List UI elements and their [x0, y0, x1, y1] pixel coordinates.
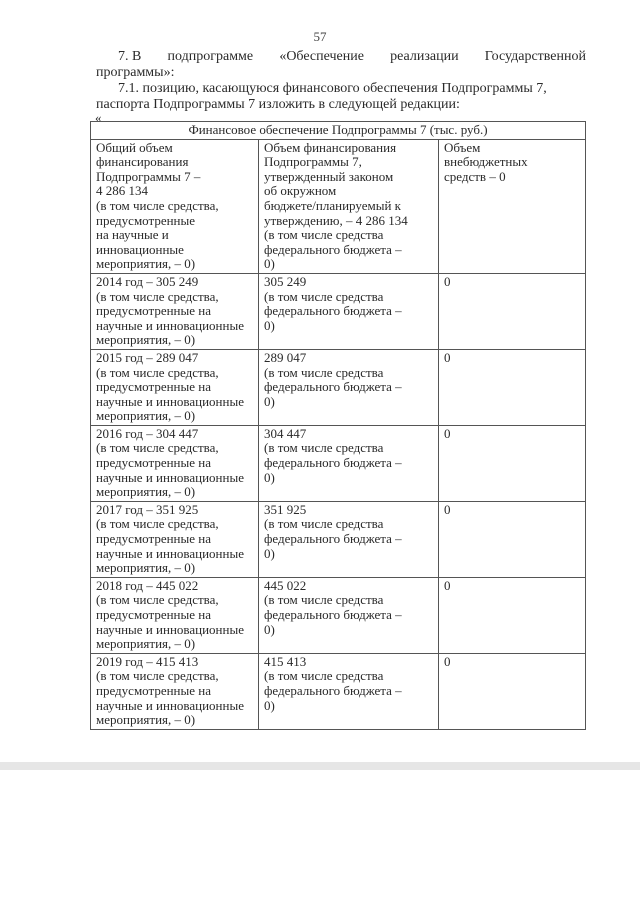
cell-line: 0 [444, 349, 451, 365]
cell-line: 2014 год – 305 249 [96, 273, 199, 289]
cell-line: предусмотренные на [96, 682, 212, 698]
cell-line: 0) [264, 393, 275, 409]
table-row [91, 501, 586, 577]
table-cell-col1 [91, 425, 259, 501]
header-cell-extrabudget [439, 139, 586, 273]
cell-line: Подпрограммы 7 – [96, 168, 201, 184]
table-cell-col2 [259, 273, 439, 349]
paragraph-7-1 [96, 81, 586, 113]
table-cell-col1 [91, 577, 259, 653]
cell-line: федерального бюджета – [264, 607, 402, 622]
cell-line: 0) [264, 697, 275, 713]
cell-line: мероприятия, – 0) [96, 636, 196, 652]
cell-line: (в том числе средства [264, 288, 384, 304]
cell-line: федерального бюджета – [264, 303, 402, 319]
cell-line: 2019 год – 415 413 [96, 653, 199, 669]
cell-line: внебюджетных [444, 154, 528, 170]
cell-line: 0 [444, 577, 451, 593]
table-cell-col3 [439, 273, 586, 349]
opening-quote: « [95, 110, 102, 125]
cell-line: мероприятия, – 0) [96, 332, 196, 348]
cell-line: инновационные [96, 241, 184, 257]
cell-line: средств – 0 [444, 168, 506, 184]
cell-line: (в том числе средства, [96, 440, 219, 456]
cell-line: мероприятия, – 0) [96, 256, 196, 272]
cell-line: (в том числе средства, [96, 592, 219, 608]
table-cell-col3 [439, 653, 586, 729]
cell-line: федерального бюджета – [264, 531, 402, 547]
table-cell-col3 [439, 349, 586, 425]
cell-line: федерального бюджета – [264, 241, 402, 257]
cell-line: мероприятия, – 0) [96, 560, 196, 576]
cell-line: Общий объем [96, 139, 173, 155]
cell-line: научные и инновационные [96, 545, 244, 561]
cell-line: 2015 год – 289 047 [96, 349, 199, 365]
cell-line: 0 [444, 273, 451, 289]
cell-line: об окружном [264, 183, 337, 199]
table-cell-col2 [259, 349, 439, 425]
cell-line: федерального бюджета – [264, 379, 402, 395]
cell-line: предусмотренные на [96, 607, 212, 622]
table-cell-col3 [439, 577, 586, 653]
cell-line: 2017 год – 351 925 [96, 501, 199, 517]
cell-line: 0 [444, 501, 451, 517]
cell-line: Подпрограммы 7, [264, 154, 362, 170]
cell-line: 0) [264, 256, 275, 272]
cell-line: научные и инновационные [96, 469, 244, 485]
cell-line: 415 413 [264, 653, 307, 669]
paragraph-line: программы»: [96, 65, 175, 80]
cell-line: предусмотренные на [96, 303, 212, 319]
cell-line: предусмотренные на [96, 531, 212, 547]
table-caption: Финансовое обеспечение Подпрограммы 7 (тыс. руб.) [91, 122, 586, 140]
cell-line: предусмотренные на [96, 379, 212, 395]
cell-line: 289 047 [264, 349, 307, 365]
cell-line: 2016 год – 304 447 [96, 425, 199, 441]
cell-line: мероприятия, – 0) [96, 712, 196, 728]
cell-line: (в том числе средства [264, 516, 384, 532]
cell-line: (в том числе средства, [96, 197, 219, 213]
table-cell-col2 [259, 653, 439, 729]
cell-line: 0 [444, 425, 451, 441]
table-cell-col1 [91, 653, 259, 729]
paragraph-line: 7. В подпрограмме «Обеспечение реализации Государственной [118, 49, 586, 64]
cell-line: (в том числе средства [264, 364, 384, 380]
cell-line: 351 925 [264, 501, 307, 517]
cell-line: 445 022 [264, 577, 307, 593]
header-cell-budget [259, 139, 439, 273]
cell-line: научные и инновационные [96, 393, 244, 409]
cell-line: финансирования [96, 154, 189, 170]
table-cell-col3 [439, 425, 586, 501]
paragraph-7 [96, 49, 586, 81]
cell-line: (в том числе средства, [96, 516, 219, 532]
table-cell-col3 [439, 501, 586, 577]
table-row [91, 349, 586, 425]
cell-line: бюджете/планируемый к [264, 197, 401, 213]
cell-line: на научные и [96, 227, 169, 243]
paragraph-line: 7.1. позицию, касающуюся финансового обеспечения Подпрограммы 7, [118, 81, 547, 96]
cell-line: (в том числе средства [264, 668, 384, 684]
table-row [91, 577, 586, 653]
cell-line: 304 447 [264, 425, 307, 441]
cell-line: научные и инновационные [96, 697, 244, 713]
cell-line: 4 286 134 [96, 183, 148, 199]
cell-line: (в том числе средства, [96, 288, 219, 304]
cell-line: 0) [264, 469, 275, 485]
cell-line: Объем финансирования [264, 139, 397, 155]
table-caption-row [91, 122, 586, 140]
cell-line: (в том числе средства [264, 592, 384, 608]
table-body [91, 273, 586, 729]
table-cell-col1 [91, 273, 259, 349]
finance-table [90, 121, 586, 730]
table-cell-col2 [259, 501, 439, 577]
cell-line: предусмотренные [96, 212, 196, 228]
cell-line: Объем [444, 139, 481, 155]
cell-line: предусмотренные на [96, 455, 212, 471]
cell-line: федерального бюджета – [264, 455, 402, 471]
cell-line: (в том числе средства, [96, 668, 219, 684]
cell-line: 0 [444, 653, 451, 669]
table-cell-col2 [259, 577, 439, 653]
cell-line: утверждению, – 4 286 134 [264, 212, 408, 228]
cell-line: федерального бюджета – [264, 682, 402, 698]
header-cell-total [91, 139, 259, 273]
table-cell-col2 [259, 425, 439, 501]
cell-line: мероприятия, – 0) [96, 484, 196, 500]
paragraph-line: паспорта Подпрограммы 7 изложить в следующей редакции: [96, 97, 460, 112]
table-row [91, 653, 586, 729]
cell-line: утвержденный законом [264, 168, 394, 184]
cell-line: 0) [264, 621, 275, 637]
cell-line: (в том числе средства [264, 440, 384, 456]
cell-line: научные и инновационные [96, 317, 244, 333]
cell-line: научные и инновационные [96, 621, 244, 637]
cell-line: (в том числе средства, [96, 364, 219, 380]
cell-line: (в том числе средства [264, 227, 384, 243]
table-cell-col1 [91, 501, 259, 577]
table-row [91, 273, 586, 349]
page-number: 57 [313, 29, 327, 44]
table-cell-col1 [91, 349, 259, 425]
table-row [91, 425, 586, 501]
cell-line: 0) [264, 317, 275, 333]
cell-line: 2018 год – 445 022 [96, 577, 199, 593]
cell-line: 305 249 [264, 273, 307, 289]
cell-line: 0) [264, 545, 275, 561]
table-header-row [91, 139, 586, 273]
cell-line: мероприятия, – 0) [96, 408, 196, 424]
